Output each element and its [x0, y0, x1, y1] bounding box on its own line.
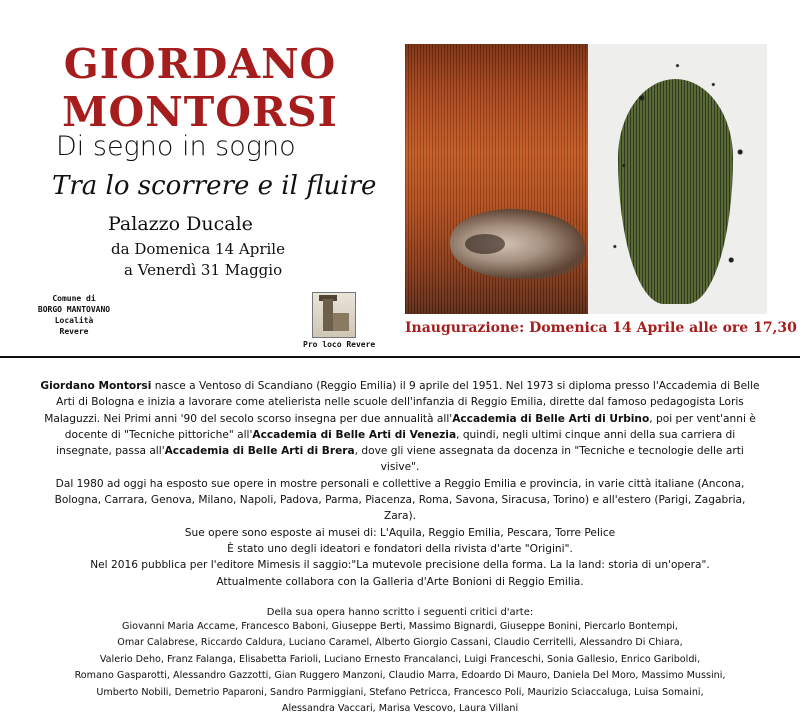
critics-line: Alessandra Vaccari, Marisa Vescovo, Laura Villani — [281, 703, 519, 715]
logo-building — [333, 313, 349, 331]
bio-text: , quindi, negli ultimi cinque anni della sua carriera di insegnate, passa all' — [56, 428, 736, 458]
critics-line: Valerio Deho, Franz Falanga, Elisabetta Farioli, Luciano Ernesto Francalanci, Luigi Franceschi, Sonia Gallesio, Enrico Gariboldi, — [99, 653, 701, 665]
venue-name: Palazzo Ducale — [108, 213, 253, 235]
date-to: a Venerdì 31 Maggio — [124, 261, 283, 279]
artwork-skull-shadow — [465, 234, 505, 254]
comune-line-3: Località — [54, 316, 94, 325]
bio-paragraph-4: È stato uno degli ideatori e fondatori della rivista d'arte "Origini". — [227, 542, 573, 555]
bio-paragraph-1 — [40, 378, 760, 476]
bio-academy-brera: Accademia di Belle Arti di Brera — [164, 445, 355, 458]
bio-artist-name: Giordano Montorsi — [40, 380, 152, 392]
proloco-label: Pro loco Revere — [303, 340, 376, 349]
bio-paragraph-5: Nel 2016 pubblica per l'editore Mimesis il saggio:"La mutevole precisione della forma. La la land: storia di un'opera". — [90, 559, 710, 572]
critics-line: Umberto Nobili, Demetrio Paparoni, Sandro Parmiggiani, Stefano Petricca, Francesco Poli, Maurizio Sciaccaluga, Luisa Somaini, — [96, 686, 704, 698]
artist-last-name: MONTORSI — [62, 88, 338, 136]
exhibition-tagline: Tra lo scorrere e il fluire — [52, 171, 377, 201]
artist-first-name: GIORDANO — [63, 40, 337, 88]
bio-paragraph-6: Attualmente collabora con la Galleria d'Arte Bonioni di Reggio Emilia. — [216, 575, 584, 588]
comune-credit — [24, 293, 124, 337]
critics-title: Della sua opera hanno scritto i seguenti critici d'arte: — [266, 607, 534, 618]
date-from: da Domenica 14 Aprile — [111, 240, 285, 258]
bio-text: , poi per vent'anni è docente di "Tecniche pittoriche" all' — [64, 412, 756, 441]
bio-paragraph-3: Sue opere sono esposte ai musei di: L'Aquila, Reggio Emilia, Pescara, Torre Pelice — [184, 526, 616, 539]
bio-academy-urbino: Accademia di Belle Arti di Urbino — [452, 412, 650, 425]
bio-text: nasce a Ventoso di Scandiano (Reggio Emilia) il 9 aprile del 1951. Nel 1973 si diploma presso l'Accademia di Belle Arti di Bologna e inizia a lavorare come atelierista nelle scuole dell'infanzia di Reggio Emilia, dirette dal famoso pedagogista Loris Malaguzzi. Nei Primi anni '90 del secolo scorso insegna per due annualità all' — [44, 380, 760, 425]
proloco-logo — [312, 292, 356, 338]
comune-line-4: Revere — [59, 327, 89, 336]
poster-header — [0, 0, 800, 356]
critics-list — [40, 619, 760, 717]
artwork-leaf-painting — [588, 44, 767, 314]
section-divider — [0, 356, 800, 358]
critics-line: Giovanni Maria Accame, Francesco Baboni, Giuseppe Berti, Massimo Bignardi, Giuseppe Bonini, Piercarlo Bontempi, — [122, 621, 678, 632]
bio-text: , dove gli viene assegnata da docenza in "Tecniche e tecnologie delle arti visive". — [354, 445, 744, 474]
exhibition-subtitle: Di segno in sogno — [56, 131, 296, 162]
bio-academy-venezia: Accademia di Belle Arti di Venezia — [252, 428, 457, 441]
inauguration-notice: Inaugurazione: Domenica 14 Aprile alle ore 17,30 — [405, 320, 797, 336]
bio-paragraph-2: Dal 1980 ad oggi ha esposto sue opere in mostre personali e collettive a Reggio Emilia e provincia, in varie città italiane (Ancona, Bologna, Carrara, Genova, Milano, Napoli, Padova, Parma, Piacenza, Roma, Savona, Siracusa, Torino) e all'estero (Parigi, Zagabria, Zara). — [54, 477, 746, 523]
critics-line: Romano Gasparotti, Alessandro Gazzotti, Gian Ruggero Manzoni, Claudio Marra, Edoardo Di Mauro, Daniela Del Moro, Massimo Mussini, — [74, 670, 726, 682]
critics-line: Omar Calabrese, Riccardo Caldura, Luciano Caramel, Alberto Giorgio Cassani, Claudio Cerritelli, Alessandro Di Chiara, — [117, 637, 683, 649]
logo-tower — [323, 299, 333, 331]
comune-line-2: BORGO MANTOVANO — [37, 305, 111, 314]
artwork-splatter — [588, 44, 767, 314]
comune-line-1: Comune di — [52, 294, 96, 303]
artwork-skull-painting — [405, 44, 588, 314]
artist-biography — [40, 378, 760, 590]
